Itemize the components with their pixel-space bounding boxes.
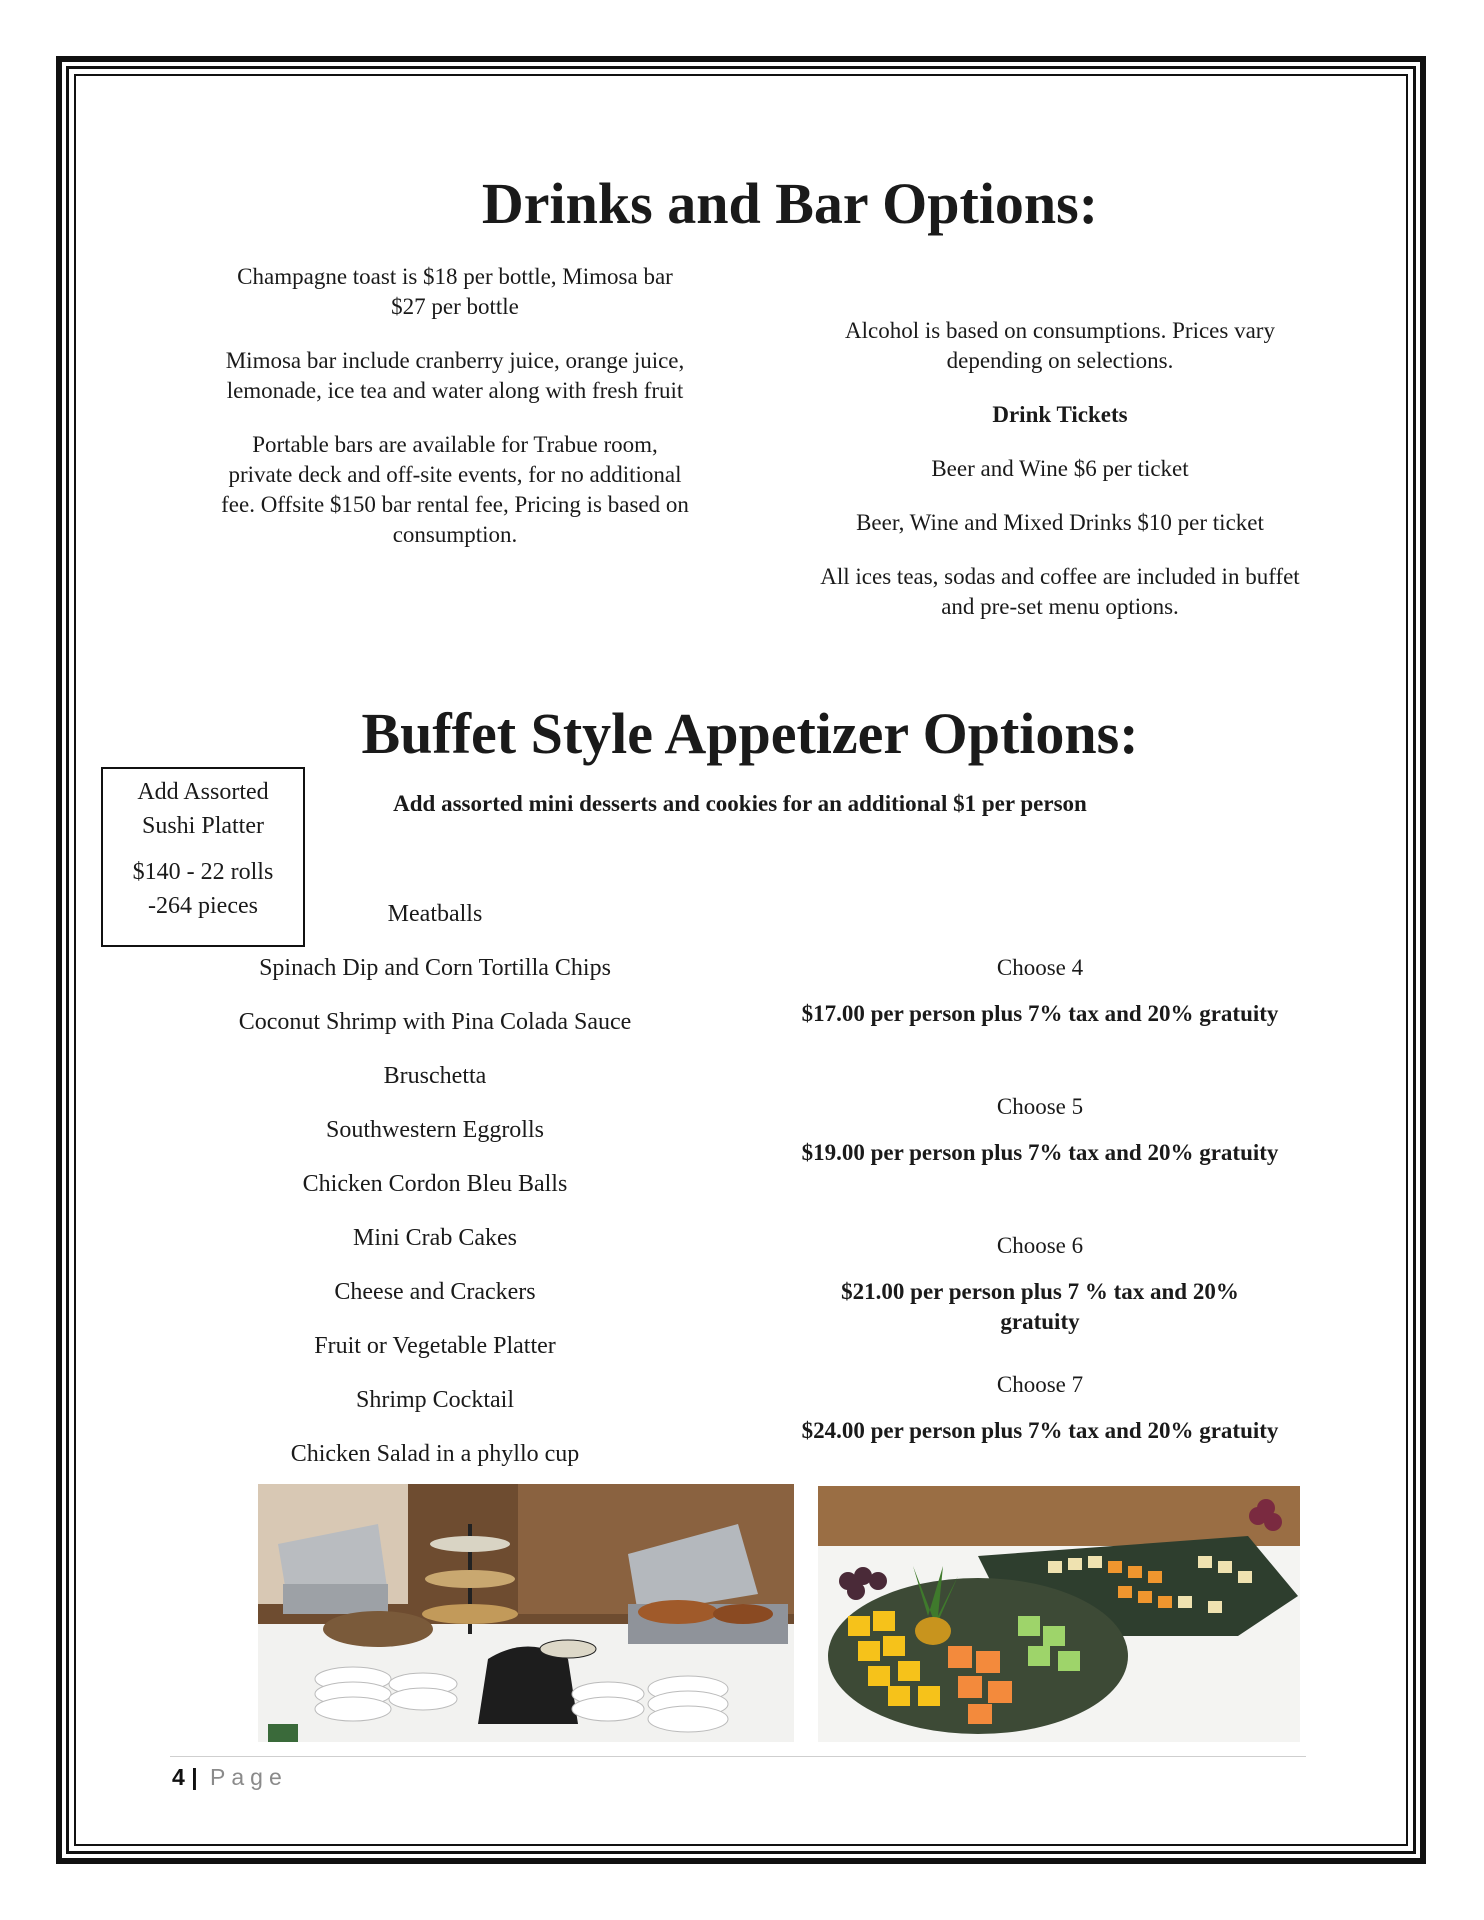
buffet-title: Buffet Style Appetizer Options: bbox=[361, 701, 1139, 766]
drinks-right-column bbox=[820, 316, 1300, 646]
price-7: $24.00 per person plus 7% tax and 20% gratuity bbox=[801, 1418, 1279, 1443]
footer-separator: | bbox=[191, 1764, 198, 1790]
list-item: Cheese and Crackers bbox=[334, 1279, 536, 1305]
page-footer bbox=[172, 1764, 288, 1791]
list-item: Bruschetta bbox=[383, 1063, 487, 1089]
sushi-line-1: Add Assorted bbox=[137, 779, 269, 805]
portable-bars-text: Portable bars are available for Trabue room, private deck and off-site events, for no additional fee. Offsite $150 bar rental fee, Pricing is based on consumption. bbox=[221, 432, 689, 547]
ticket-beer-wine: Beer and Wine $6 per ticket bbox=[931, 456, 1189, 481]
price-4: $17.00 per person plus 7% tax and 20% gratuity bbox=[801, 1001, 1279, 1026]
sushi-price-1: $140 - 22 rolls bbox=[132, 859, 274, 885]
appetizer-list bbox=[200, 899, 670, 1493]
desserts-note: Add assorted mini desserts and cookies for an additional $1 per person bbox=[393, 791, 1087, 816]
ticket-mixed-drinks: Beer, Wine and Mixed Drinks $10 per ticket bbox=[856, 510, 1264, 535]
list-item: Fruit or Vegetable Platter bbox=[314, 1333, 556, 1359]
fruit-cheese-photo bbox=[818, 1486, 1300, 1742]
price-5: $19.00 per person plus 7% tax and 20% gratuity bbox=[801, 1140, 1279, 1165]
choose-7: Choose 7 bbox=[996, 1372, 1084, 1397]
buffet-table-photo bbox=[258, 1484, 794, 1742]
list-item: Spinach Dip and Corn Tortilla Chips bbox=[259, 955, 611, 981]
buffet-table-image bbox=[258, 1484, 794, 1742]
alcohol-note: Alcohol is based on consumptions. Prices vary depending on selections. bbox=[845, 318, 1275, 373]
list-item: Coconut Shrimp with Pina Colada Sauce bbox=[238, 1009, 632, 1035]
included-drinks-note: All ices teas, sodas and coffee are included in buffet and pre-set menu options. bbox=[820, 564, 1300, 619]
sushi-line-2: Sushi Platter bbox=[141, 813, 264, 839]
price-6: $21.00 per person plus 7 % tax and 20% gratuity bbox=[841, 1279, 1239, 1334]
choose-5: Choose 5 bbox=[996, 1094, 1084, 1119]
page-label: Page bbox=[210, 1764, 288, 1790]
drink-tickets-heading: Drink Tickets bbox=[992, 402, 1128, 427]
list-item: Chicken Salad in a phyllo cup bbox=[290, 1441, 580, 1467]
list-item: Shrimp Cocktail bbox=[356, 1387, 514, 1413]
list-item: Chicken Cordon Bleu Balls bbox=[302, 1171, 568, 1197]
fruit-cheese-image bbox=[818, 1486, 1300, 1742]
page-number: 4 bbox=[172, 1764, 185, 1790]
champagne-text: Champagne toast is $18 per bottle, Mimosa bar $27 per bottle bbox=[237, 264, 673, 319]
footer-divider bbox=[170, 1756, 1306, 1757]
choose-6: Choose 6 bbox=[996, 1233, 1084, 1258]
drinks-title: Drinks and Bar Options: bbox=[481, 171, 1099, 236]
list-item: Southwestern Eggrolls bbox=[326, 1117, 544, 1143]
package-prices bbox=[800, 953, 1280, 1509]
drinks-left-column bbox=[220, 262, 690, 574]
sushi-price-2: -264 pieces bbox=[148, 893, 258, 919]
list-item: Mini Crab Cakes bbox=[353, 1225, 517, 1251]
mimosa-text: Mimosa bar include cranberry juice, orange juice, lemonade, ice tea and water along with fresh fruit bbox=[225, 348, 685, 403]
list-item: Meatballs bbox=[387, 901, 483, 927]
choose-4: Choose 4 bbox=[996, 955, 1084, 980]
